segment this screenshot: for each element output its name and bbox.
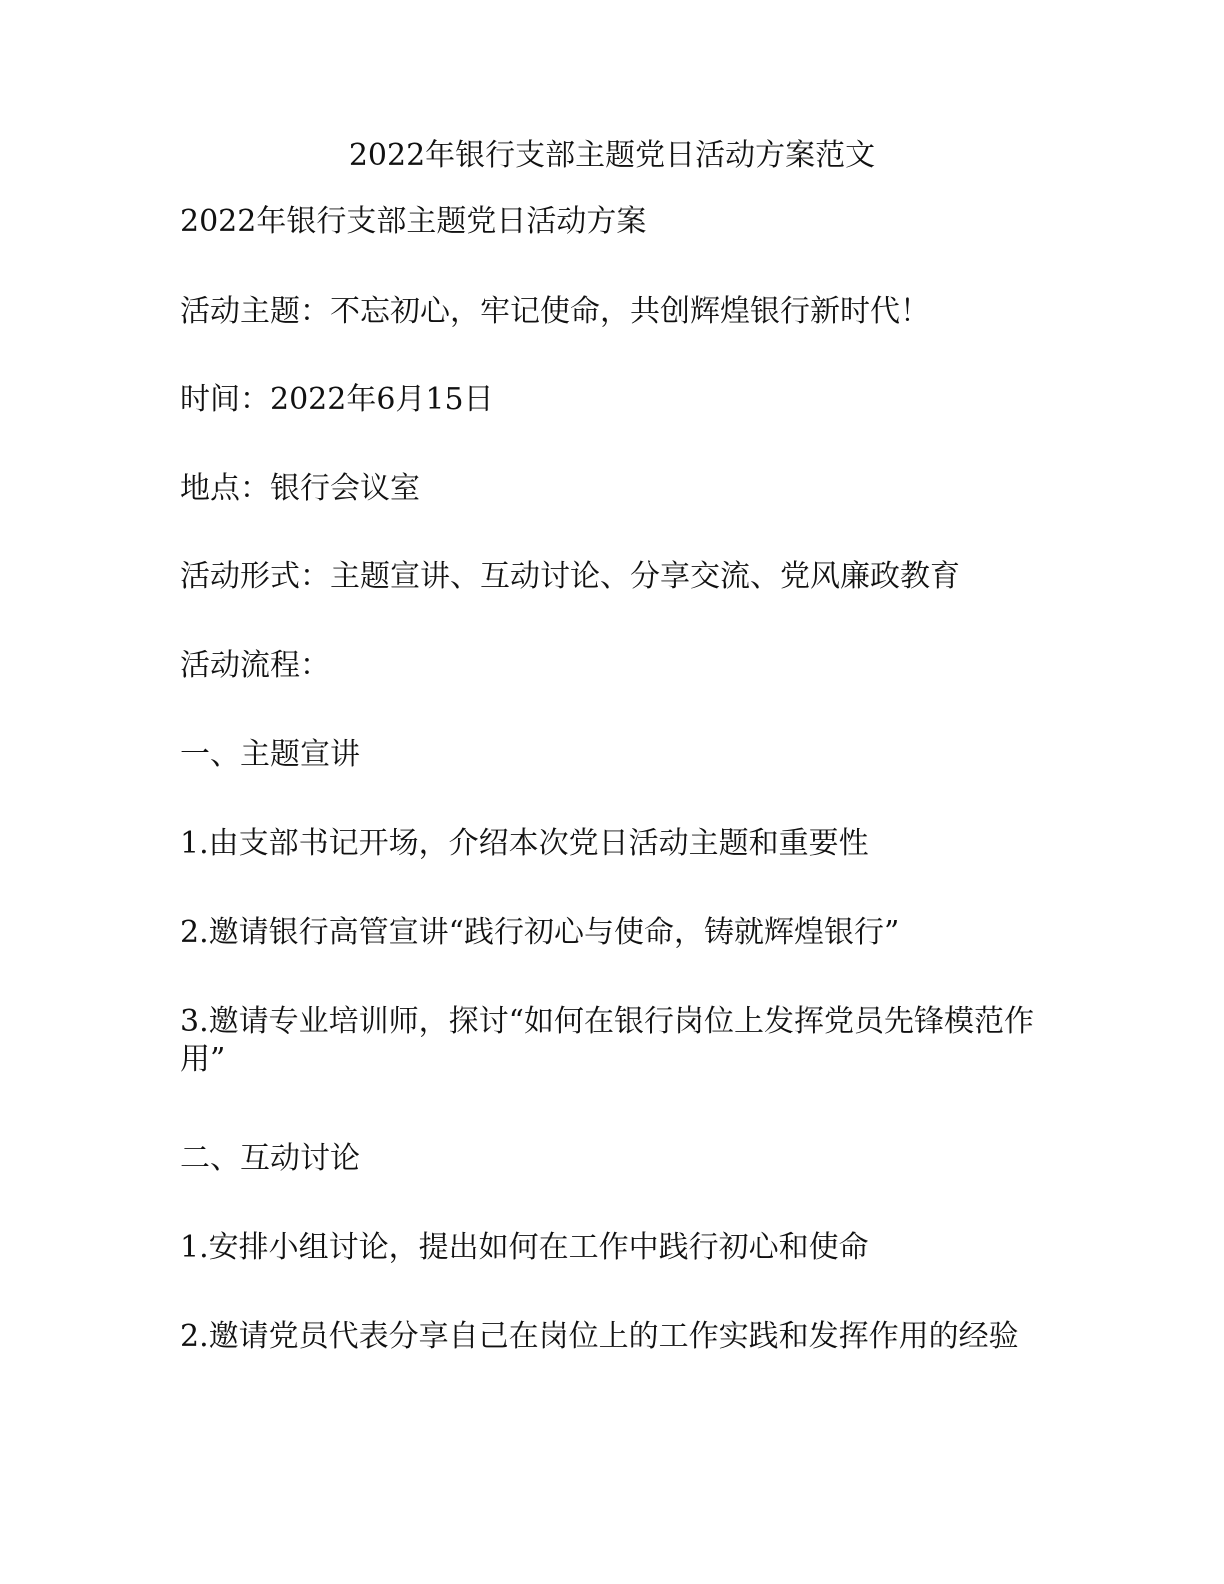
document-title: 2022年银行支部主题党日活动方案范文 [348,138,876,173]
list-item: 2.邀请银行高管宣讲“践行初心与使命，铸就辉煌银行” [180,915,900,950]
list-item: 3.邀请专业培训师，探讨“如何在银行岗位上发挥党员先锋模范作用” [180,1004,1034,1077]
activity-theme: 活动主题：不忘初心，牢记使命，共创辉煌银行新时代！ [180,294,930,329]
list-item: 1.由支部书记开场，介绍本次党日活动主题和重要性 [180,826,869,861]
activity-location: 地点：银行会议室 [180,471,420,506]
section-heading-2: 二、互动讨论 [180,1141,360,1176]
activity-format: 活动形式：主题宣讲、互动讨论、分享交流、党风廉政教育 [180,559,960,594]
section-heading-1: 一、主题宣讲 [180,737,360,772]
activity-process-heading: 活动流程： [180,648,330,683]
activity-time: 时间：2022年6月15日 [180,382,494,417]
plan-heading: 2022年银行支部主题党日活动方案 [180,204,647,239]
list-item: 2.邀请党员代表分享自己在岗位上的工作实践和发挥作用的经验 [180,1319,1019,1354]
list-item: 1.安排小组讨论，提出如何在工作中践行初心和使命 [180,1230,869,1265]
